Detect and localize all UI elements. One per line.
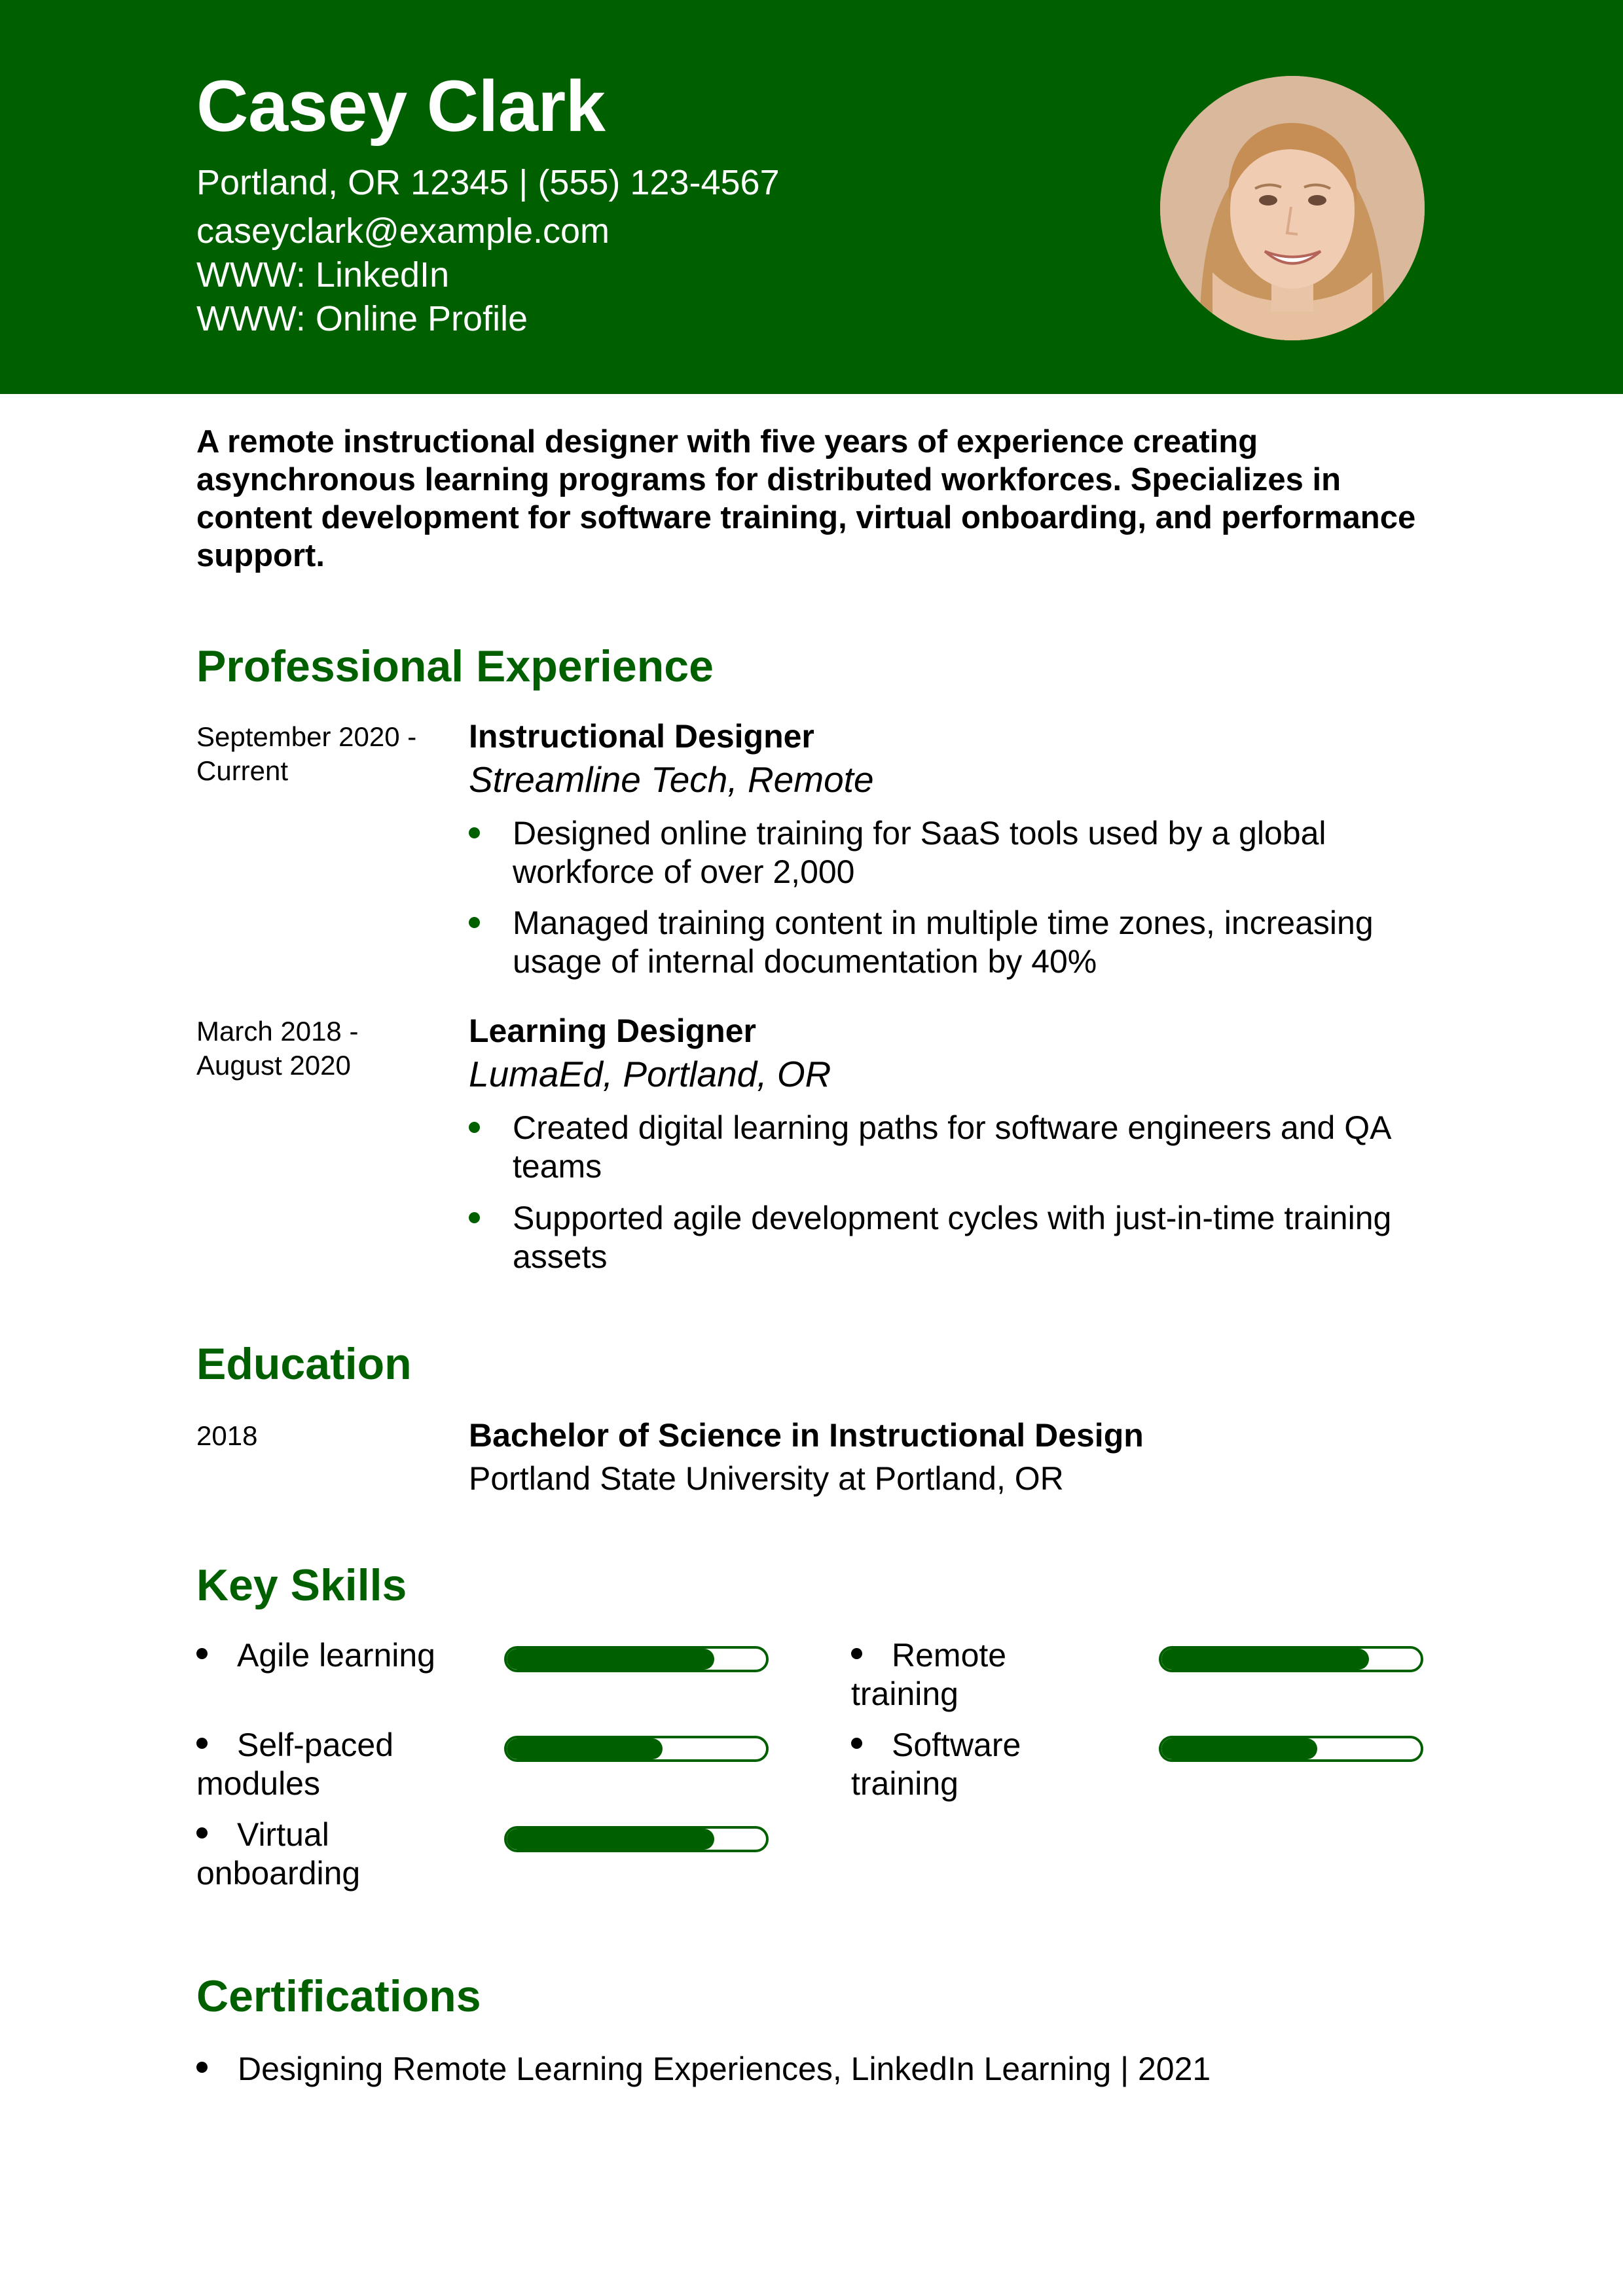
job-bullet: Created digital learning paths for software engineers and QA teams	[469, 1109, 1431, 1186]
skill-level-bar	[1159, 1736, 1423, 1762]
bullet-icon	[851, 1648, 862, 1659]
address-phone: Portland, OR 12345 | (555) 123-4567	[196, 163, 780, 202]
education-year: 2018	[196, 1420, 258, 1451]
skill-level-bar	[1159, 1646, 1423, 1672]
job-title: Learning Designer	[469, 1013, 756, 1049]
linkedin-link[interactable]: WWW: LinkedIn	[196, 255, 450, 295]
bullet-icon	[469, 1212, 480, 1223]
profile-photo	[1160, 76, 1425, 340]
skill-item: Agile learning	[196, 1636, 435, 1675]
experience-heading: Professional Experience	[196, 641, 714, 691]
bullet-icon	[469, 917, 480, 928]
bullet-icon	[196, 1827, 208, 1839]
header-banner	[0, 0, 1623, 394]
school-name: Portland State University at Portland, OR	[469, 1460, 1064, 1497]
bullet-icon	[196, 2062, 208, 2073]
skill-level-bar	[504, 1646, 769, 1672]
bullet-icon	[469, 827, 480, 838]
bullet-icon	[851, 1738, 862, 1749]
certifications-heading: Certifications	[196, 1971, 481, 2021]
bullet-icon	[196, 1648, 208, 1659]
degree-title: Bachelor of Science in Instructional Design	[469, 1417, 1144, 1454]
skill-level-fill	[1161, 1649, 1369, 1670]
job-bullet: Managed training content in multiple time zones, increasing usage of internal documentation by 40%	[469, 904, 1431, 981]
skill-level-bar	[504, 1826, 769, 1852]
skill-item: Remote training	[851, 1637, 1007, 1712]
job-title: Instructional Designer	[469, 718, 814, 755]
skill-item: Virtual onboarding	[196, 1816, 361, 1892]
skills-heading: Key Skills	[196, 1560, 407, 1610]
skill-level-bar	[504, 1736, 769, 1762]
professional-summary: A remote instructional designer with five years of experience creating asynchronous learning programs for distributed workforces. Specializes in content development for software training, virtual onboarding, and performance support.	[196, 424, 1416, 573]
skill-level-fill	[507, 1829, 714, 1850]
skill-item: Software training	[851, 1727, 1021, 1802]
job-company: LumaEd, Portland, OR	[469, 1054, 831, 1094]
skill-level-fill	[1161, 1738, 1317, 1759]
job-bullet: Designed online training for SaaS tools used by a global workforce of over 2,000	[469, 814, 1431, 891]
bullet-icon	[469, 1122, 480, 1133]
job-bullet: Supported agile development cycles with just-in-time training assets	[469, 1199, 1431, 1276]
education-heading: Education	[196, 1339, 412, 1389]
candidate-name: Casey Clark	[196, 66, 606, 147]
bullet-icon	[196, 1738, 208, 1749]
certification-item: Designing Remote Learning Experiences, LinkedIn Learning | 2021	[196, 2050, 1211, 2089]
job-company: Streamline Tech, Remote	[469, 759, 874, 800]
online-profile-link[interactable]: WWW: Online Profile	[196, 299, 528, 338]
job-date: March 2018 - August 2020	[196, 1016, 359, 1081]
skill-level-fill	[507, 1649, 714, 1670]
skill-item: Self-paced modules	[196, 1727, 394, 1802]
skill-level-fill	[507, 1738, 663, 1759]
email-address: caseyclark@example.com	[196, 211, 610, 251]
job-date: September 2020 - Current	[196, 721, 417, 786]
